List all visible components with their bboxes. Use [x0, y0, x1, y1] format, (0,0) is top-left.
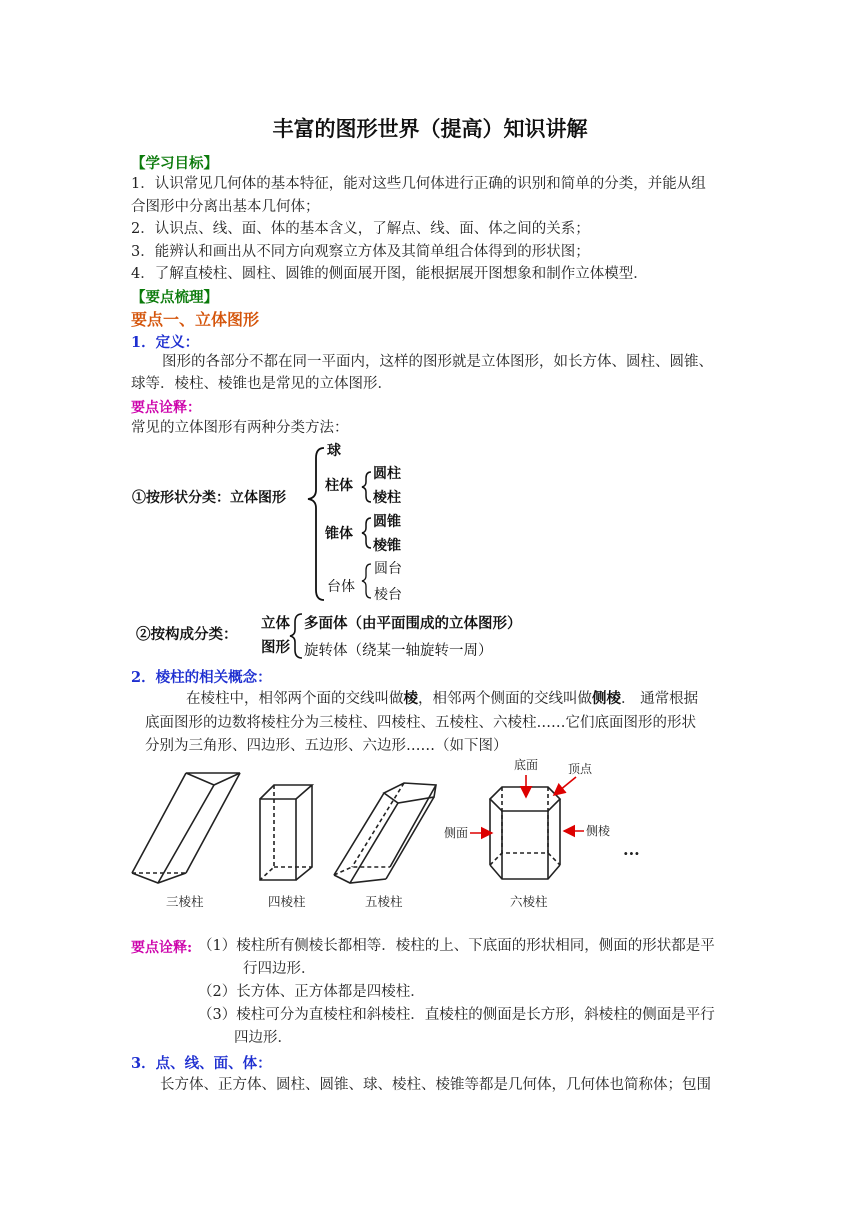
cone-item: 圆锥: [373, 514, 401, 530]
cone-item: 棱锥: [373, 538, 401, 554]
note-heading: 要点诠释：: [131, 400, 201, 416]
composition-class-label: ②按构成分类：: [136, 626, 238, 643]
prism-brace: [362, 472, 371, 502]
prism-concept-line: 底面图形的边数将棱柱分为三棱柱、四棱柱、五棱柱、六棱柱……它们底面图形的形状: [145, 715, 696, 731]
note-line: 行四边形．: [243, 961, 316, 977]
section3-line: 长方体、正方体、圆柱、圆锥、球、棱柱、棱锥等都是几何体，几何体也简称体；包围: [160, 1077, 711, 1093]
ellipsis-label: ···: [623, 844, 640, 863]
note-line: （3）棱柱可分为直棱柱和斜棱柱．直棱柱的侧面是长方形，斜棱柱的侧面是平行: [198, 1007, 715, 1023]
section1-heading: 要点一、立体图形: [131, 310, 260, 329]
section3-heading: 3．点、线、面、体：: [131, 1055, 272, 1072]
composition-brace: [290, 614, 302, 658]
vertex-label: 顶点: [568, 762, 593, 776]
root-bottom-label: 图形: [261, 639, 290, 656]
frustum-group-label: 台体: [327, 579, 355, 595]
text-run: ，相邻两个侧面的交线叫做: [418, 691, 592, 707]
triangular-prism-drawing: [132, 773, 240, 883]
side-face-label: 侧面: [444, 826, 469, 840]
prism-caption: 四棱柱: [268, 894, 306, 909]
page-title: 丰富的图形世界（提高）知识讲解: [272, 116, 588, 141]
prism-item: 棱柱: [373, 490, 401, 506]
ball-label: 球: [327, 443, 341, 459]
classification-by-composition-diagram: [128, 608, 548, 668]
points-heading: 【要点梳理】: [131, 289, 218, 306]
bottom-face-label: 底面: [514, 758, 539, 772]
note-line: （2）长方体、正方体都是四棱柱．: [198, 984, 425, 1000]
prism-group-label: 柱体: [325, 478, 353, 494]
composition-item: 多面体（由平面围成的立体图形）: [304, 615, 522, 632]
quadrangular-prism-drawing: [260, 785, 312, 880]
goal-line: 4．了解直棱柱、圆柱、圆锥的侧面展开图，能根据展开图想象和制作立体模型．: [131, 266, 648, 282]
goal-line: 合图形中分离出基本几何体；: [131, 199, 320, 215]
definition-line: 图形的各部分不都在同一平面内，这样的图形就是立体图形，如长方体、圆柱、圆锥、: [162, 354, 713, 370]
section2-heading: 2．棱柱的相关概念：: [131, 669, 272, 686]
note-heading: 要点诠释:: [131, 940, 193, 956]
definition-line: 球等．棱柱、棱锥也是常见的立体图形．: [131, 376, 392, 392]
goal-line: 3．能辨认和画出从不同方向观察立方体及其简单组合体得到的形状图；: [131, 244, 590, 260]
goal-line: 2．认识点、线、面、体的基本含义，了解点、线、面、体之间的关系；: [131, 221, 590, 237]
composition-item: 旋转体（绕某一轴旋转一周）: [304, 643, 493, 659]
big-brace: [308, 448, 324, 600]
text-run: 在棱柱中，相邻两个面的交线叫做: [186, 691, 404, 707]
prism-item: 圆柱: [373, 466, 401, 482]
note-line: 四边形．: [234, 1030, 292, 1046]
text-run: ． 通常根据: [621, 691, 699, 707]
note-line: （1）棱柱所有侧棱长都相等．棱柱的上、下底面的形状相同，侧面的形状都是平: [198, 938, 715, 954]
frustum-item: 棱台: [374, 587, 402, 603]
vertex-arrow: [554, 777, 576, 795]
shape-class-label: ①按形状分类：立体图形: [132, 490, 286, 506]
prism-concept-line: 分别为三角形、四边形、五边形、六边形……（如下图）: [145, 738, 508, 754]
root-top-label: 立体: [261, 615, 290, 632]
pentagonal-prism-drawing: [334, 783, 436, 883]
prism-concept-line: [186, 689, 698, 709]
goal-line: 1．认识常见几何体的基本特征，能对这些几何体进行正确的识别和简单的分类，并能从组: [131, 176, 706, 192]
side-edge-label: 侧棱: [586, 824, 611, 838]
prisms-figure: [128, 755, 653, 915]
cone-brace: [362, 518, 371, 548]
term-edge: 棱: [403, 690, 418, 707]
term-side-edge: 侧棱: [592, 690, 621, 707]
frustum-brace: [362, 564, 371, 598]
prism-caption: 六棱柱: [510, 894, 548, 909]
note-text: 常见的立体图形有两种分类方法：: [131, 420, 349, 436]
prism-caption: 三棱柱: [166, 894, 204, 909]
goals-heading: 【学习目标】: [131, 155, 218, 172]
cone-group-label: 锥体: [325, 526, 353, 542]
prism-caption: 五棱柱: [365, 894, 403, 909]
frustum-item: 圆台: [374, 561, 402, 577]
hexagonal-prism-drawing: [490, 787, 560, 879]
definition-heading: 1．定义：: [131, 334, 200, 351]
classification-by-shape-diagram: [128, 440, 428, 612]
